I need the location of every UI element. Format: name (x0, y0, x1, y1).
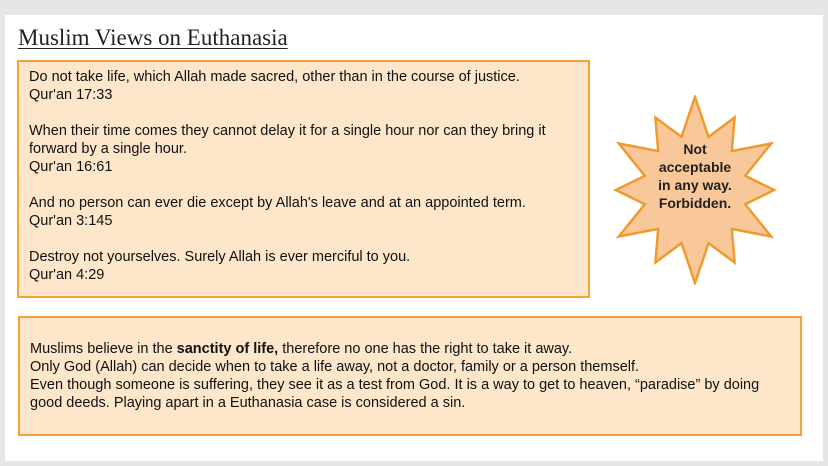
belief-text: therefore no one has the right to take it away. (278, 341, 573, 357)
quote-text: And no person can ever die except by Allah's leave and at an appointed term. (29, 195, 526, 211)
quote-item (29, 248, 578, 284)
sanctity-of-life-emphasis: sanctity of life, (176, 341, 279, 357)
starburst-line: acceptable (658, 159, 732, 175)
quote-reference: Qur'an 17:33 (29, 87, 113, 103)
quote-reference: Qur'an 4:29 (29, 267, 105, 283)
belief-text: Muslims believe in the (30, 341, 177, 357)
belief-line-3: Even though someone is suffering, they see it as a test from God. It is a way to get to heaven, “paradise” by doing good deeds. Playing apart in a Euthanasia case is considered a sin. (30, 377, 760, 411)
forbidden-starburst (605, 95, 785, 285)
starburst-line: Not (683, 141, 707, 157)
starburst-label (605, 140, 785, 212)
slide (5, 15, 823, 461)
quote-item (29, 194, 578, 230)
belief-box (18, 316, 802, 436)
belief-line-2: Only God (Allah) can decide when to take a life away, not a doctor, family or a person themself. (30, 359, 640, 375)
quote-text: Do not take life, which Allah made sacred, other than in the course of justice. (29, 69, 520, 85)
quote-item (29, 68, 578, 104)
quotes-box (17, 60, 590, 298)
quote-item (29, 122, 578, 176)
starburst-line: in any way. (658, 177, 732, 193)
quote-text: When their time comes they cannot delay it for a single hour nor can they bring it forward by a single hour. (29, 123, 546, 157)
quote-text: Destroy not yourselves. Surely Allah is ever merciful to you. (29, 249, 411, 265)
starburst-line: Forbidden. (658, 195, 732, 211)
quote-reference: Qur'an 3:145 (29, 213, 113, 229)
belief-line-1 (30, 340, 790, 358)
slide-title: Muslim Views on Euthanasia (18, 25, 288, 50)
quote-reference: Qur'an 16:61 (29, 159, 113, 175)
